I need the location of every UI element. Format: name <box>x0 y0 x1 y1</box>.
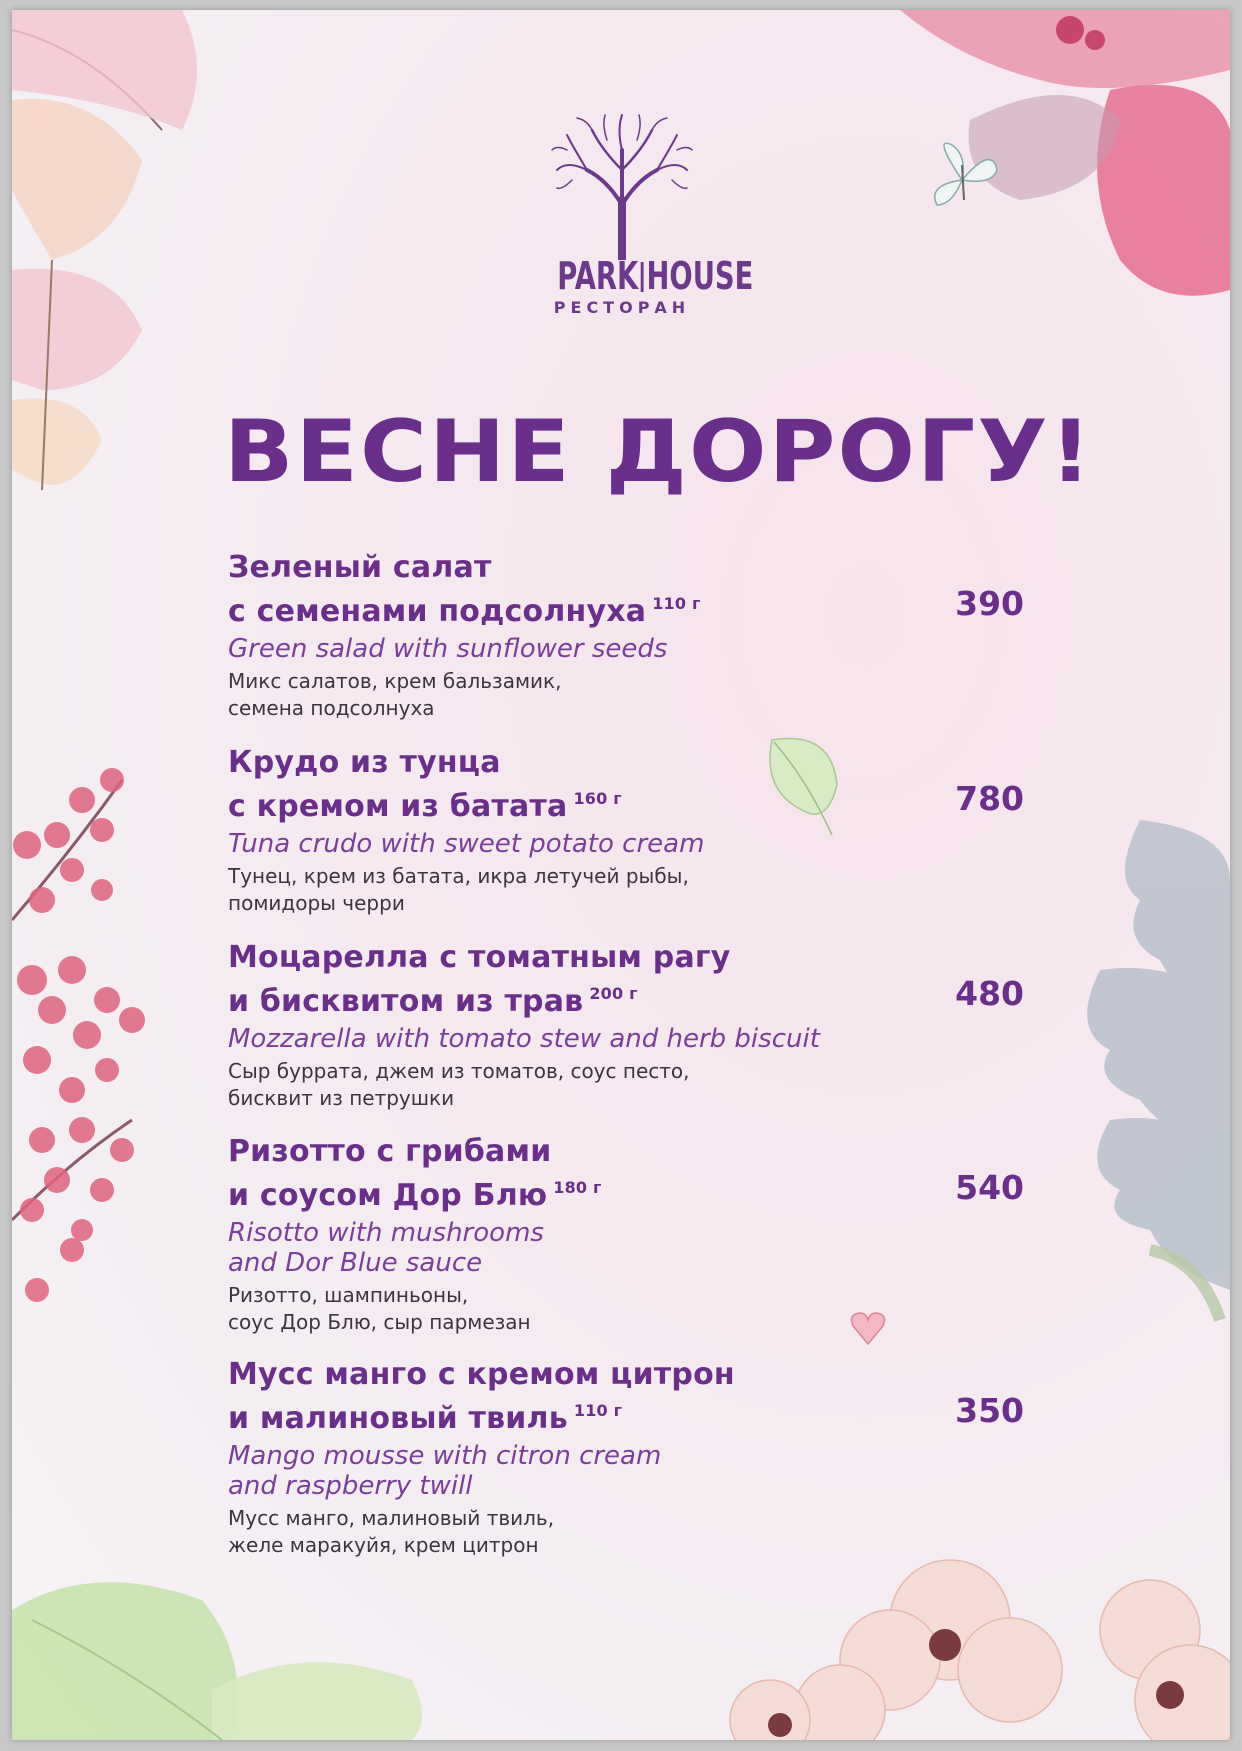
dish-weight: 110 г <box>573 1401 623 1420</box>
dish-weight: 180 г <box>553 1178 602 1197</box>
dish-name-english: Tuna crudo with sweet potato cream <box>228 829 705 859</box>
dish-description: Сыр буррата, джем из томатов, соус песто, бисквит из петрушки <box>228 1059 690 1110</box>
menu-page <box>12 10 1230 1740</box>
restaurant-logo <box>532 110 754 317</box>
dish-name: Ризотто с грибами и соусом Дор Блю $^{180 г}$ <box>228 1134 602 1213</box>
silver-foliage-decoration <box>1050 820 1230 1330</box>
dish-description: Ризотто, шампиньоны, соус Дор Блю, сыр пармезан <box>228 1283 531 1334</box>
logo-subtitle: РЕСТОРАН <box>553 298 691 317</box>
dish-name-english: Green salad with sunflower seeds <box>228 634 668 664</box>
dish-description: Микс салатов, крем бальзамик, семена подсолнуха <box>228 669 562 720</box>
dish-name-english: Mango mousse with citron cream and raspberry twill <box>228 1441 662 1501</box>
menu-item <box>228 1357 1028 1559</box>
ginkgo-leaves-decoration <box>12 10 232 530</box>
dish-name: Моцарелла с томатным рагу и бисквитом из трав $^{200 г}$ <box>228 940 731 1019</box>
menu-item <box>228 550 1028 722</box>
dish-description: Тунец, крем из батата, икра летучей рыбы, помидоры черри <box>228 864 689 915</box>
menu-item <box>228 940 1028 1112</box>
logo-wordmark: PARK HOUSE <box>557 254 754 298</box>
dish-price: 780 <box>955 779 1024 818</box>
dish-name-english: Risotto with mushrooms and Dor Blue sauce <box>228 1218 544 1278</box>
dish-weight: 160 г <box>573 789 622 808</box>
dish-price: 480 <box>955 974 1024 1013</box>
dish-weight: 110 г <box>652 594 701 613</box>
tree-icon <box>547 110 697 260</box>
dish-weight: 200 г <box>589 984 638 1003</box>
dish-price: 540 <box>955 1168 1024 1207</box>
dish-name: Мусс манго с кремом цитрон и малиновый твиль $^{110 г}$ <box>228 1357 735 1436</box>
berries-decoration <box>12 760 172 1320</box>
green-leaves-decoration <box>12 1560 432 1740</box>
flowers-decoration <box>690 1540 1230 1740</box>
menu-item <box>228 1134 1028 1336</box>
dish-price: 390 <box>955 584 1024 623</box>
butterfly-icon <box>912 125 1012 225</box>
dish-name: Крудо из тунца с кремом из батата $^{160 г}$ <box>228 745 622 824</box>
dish-name-english: Mozzarella with tomato stew and herb biscuit <box>228 1024 820 1054</box>
page-title: ВЕСНЕ ДОРОГУ! <box>224 402 1094 502</box>
menu-item <box>228 745 1028 917</box>
dish-name: Зеленый салат с семенами подсолнуха $^{110 г}$ <box>228 550 701 629</box>
dish-description: Мусс манго, малиновый твиль, желе маракуйя, крем цитрон <box>228 1506 555 1557</box>
dish-price: 350 <box>955 1391 1024 1430</box>
